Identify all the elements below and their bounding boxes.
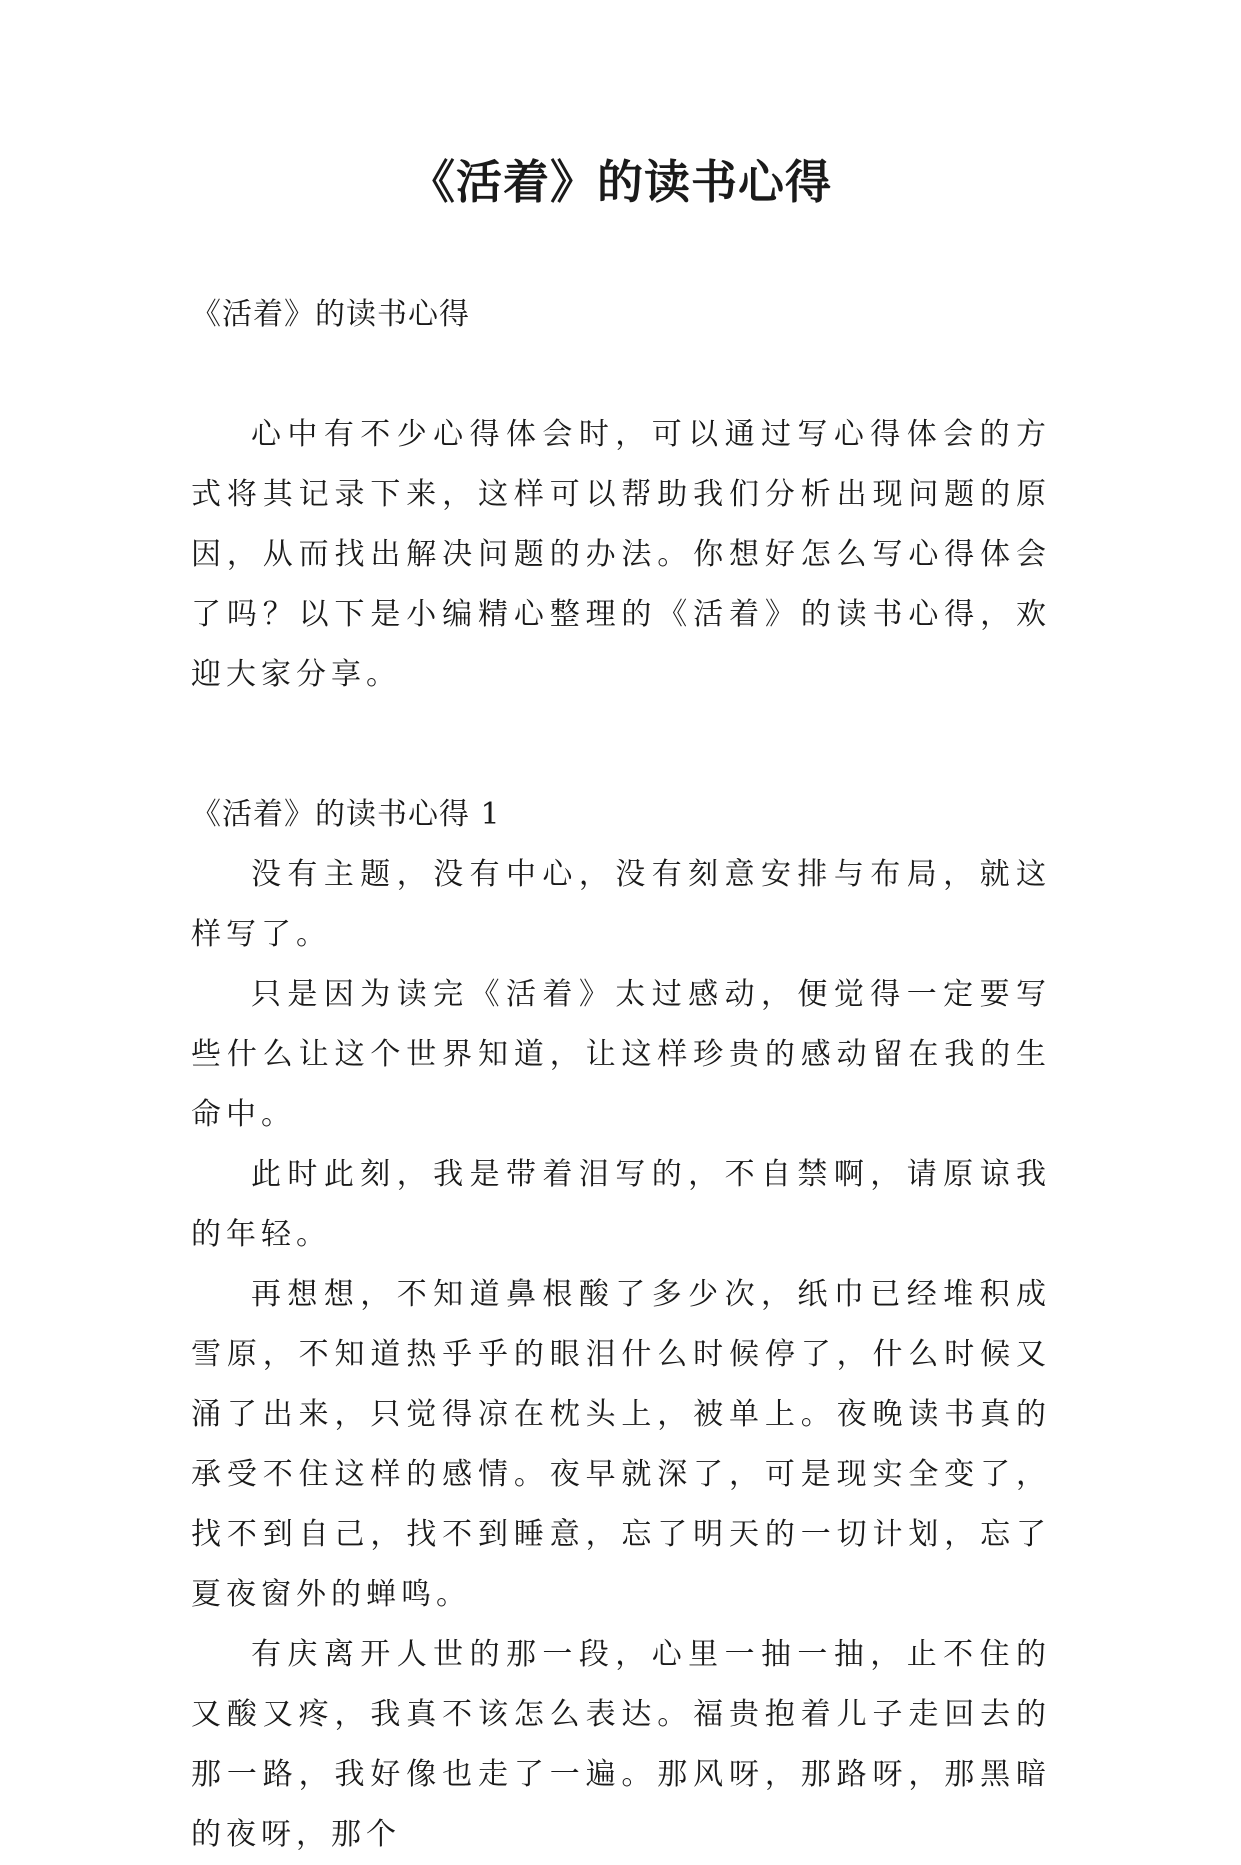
section-heading: 《活着》的读书心得 1 — [191, 797, 501, 832]
document-body — [191, 285, 1051, 1865]
document-title: 《活着》的读书心得 — [409, 155, 832, 209]
body-paragraph: 没有主题，没有中心，没有刻意安排与布局，就这样写了。 — [191, 857, 1051, 952]
body-paragraph: 此时此刻，我是带着泪写的，不自禁啊，请原谅我的年轻。 — [191, 1157, 1051, 1252]
intro-paragraph: 心中有不少心得体会时，可以通过写心得体会的方式将其记录下来，这样可以帮助我们分析出现问题的原因，从而找出解决问题的办法。你想好怎么写心得体会了吗？以下是小编精心整理的《活着》的读书心得，欢迎大家分享。 — [191, 417, 1051, 692]
document-subtitle: 《活着》的读书心得 — [191, 297, 470, 332]
body-paragraph: 有庆离开人世的那一段，心里一抽一抽，止不住的又酸又疼，我真不该怎么表达。福贵抱着儿子走回去的那一路，我好像也走了一遍。那风呀，那路呀，那黑暗的夜呀，那个 — [191, 1637, 1051, 1852]
body-paragraph: 只是因为读完《活着》太过感动，便觉得一定要写些什么让这个世界知道，让这样珍贵的感动留在我的生命中。 — [191, 977, 1051, 1132]
body-paragraph: 再想想，不知道鼻根酸了多少次，纸巾已经堆积成雪原，不知道热乎乎的眼泪什么时候停了，什么时候又涌了出来，只觉得凉在枕头上，被单上。夜晚读书真的承受不住这样的感情。夜早就深了，可是现实全变了，找不到自己，找不到睡意，忘了明天的一切计划，忘了夏夜窗外的蝉鸣。 — [191, 1277, 1051, 1612]
